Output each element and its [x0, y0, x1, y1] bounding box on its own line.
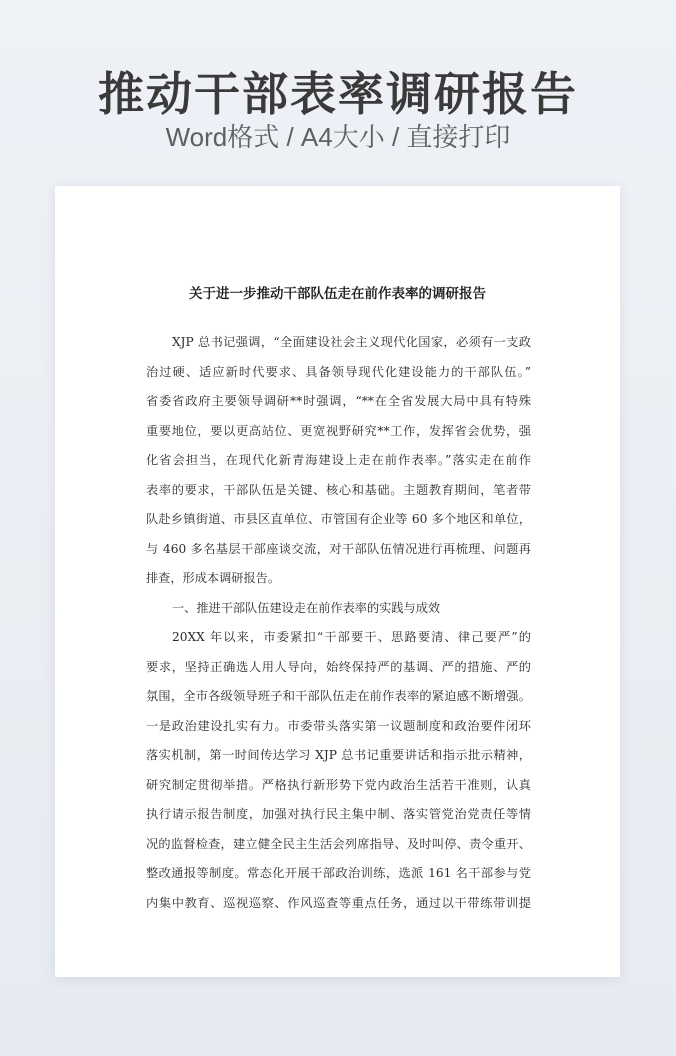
body-line: 整改通报等制度。常态化开展干部政治训练，选派 161 名干部参与党 [146, 866, 531, 880]
page-header [0, 0, 676, 175]
body-line: 排查，形成本调研报告。 [146, 571, 281, 585]
document-title: 关于进一步推动干部队伍走在前作表率的调研报告 [189, 286, 486, 302]
body-line: 要求，坚持正确选人用人导向，始终保持严的基调、严的措施、严的 [146, 659, 531, 674]
body-line: 研究制定贯彻举措。严格执行新形势下党内政治生活若干准则，认真 [146, 777, 531, 792]
header-subtitle: Word格式 / A4大小 / 直接打印 [165, 122, 511, 152]
body-line: 20XX 年以来，市委紧扣“干部要干、思路要清、律己要严”的 [172, 630, 531, 644]
document-body [146, 328, 531, 918]
body-line: 表率的要求，干部队伍是关键、核心和基础。主题教育期间，笔者带 [146, 482, 531, 497]
body-line: 与 460 多名基层干部座谈交流，对干部队伍情况进行再梳理、问题再 [146, 541, 531, 556]
body-line: 执行请示报告制度，加强对执行民主集中制、落实管党治党责任等情 [146, 807, 531, 821]
body-line: 况的监督检查，建立健全民主生活会列席指导、及时叫停、责令重开、 [146, 836, 531, 851]
body-line: 治过硬、适应新时代要求、具备领导现代化建设能力的干部队伍。” [146, 364, 531, 379]
body-line: 化省会担当，在现代化新青海建设上走在前作表率。”落实走在前作 [146, 453, 531, 467]
body-line: 氛围，全市各级领导班子和干部队伍走在前作表率的紧迫感不断增强。 [146, 689, 531, 703]
body-line: 省委省政府主要领导调研**时强调，“**在全省发展大局中具有特殊 [146, 394, 531, 408]
document-page [55, 186, 620, 977]
body-line: 队赴乡镇街道、市县区直单位、市管国有企业等 60 多个地区和单位， [146, 512, 531, 526]
body-line: 一是政治建设扎实有力。市委带头落实第一议题制度和政治要件闭环 [146, 718, 531, 733]
body-line: 重要地位，要以更高站位、更宽视野研究**工作，发挥省会优势，强 [146, 423, 531, 438]
body-line: 内集中教育、巡视巡察、作风巡查等重点任务，通过以干带练带训提 [146, 895, 531, 910]
section-heading: 一、推进干部队伍建设走在前作表率的实践与成效 [172, 600, 441, 615]
header-title: 推动干部表率调研报告 [98, 67, 578, 121]
body-line: XJP 总书记强调，“全面建设社会主义现代化国家，必须有一支政 [172, 335, 531, 349]
body-line: 落实机制，第一时间传达学习 XJP 总书记重要讲话和指示批示精神， [146, 748, 531, 762]
